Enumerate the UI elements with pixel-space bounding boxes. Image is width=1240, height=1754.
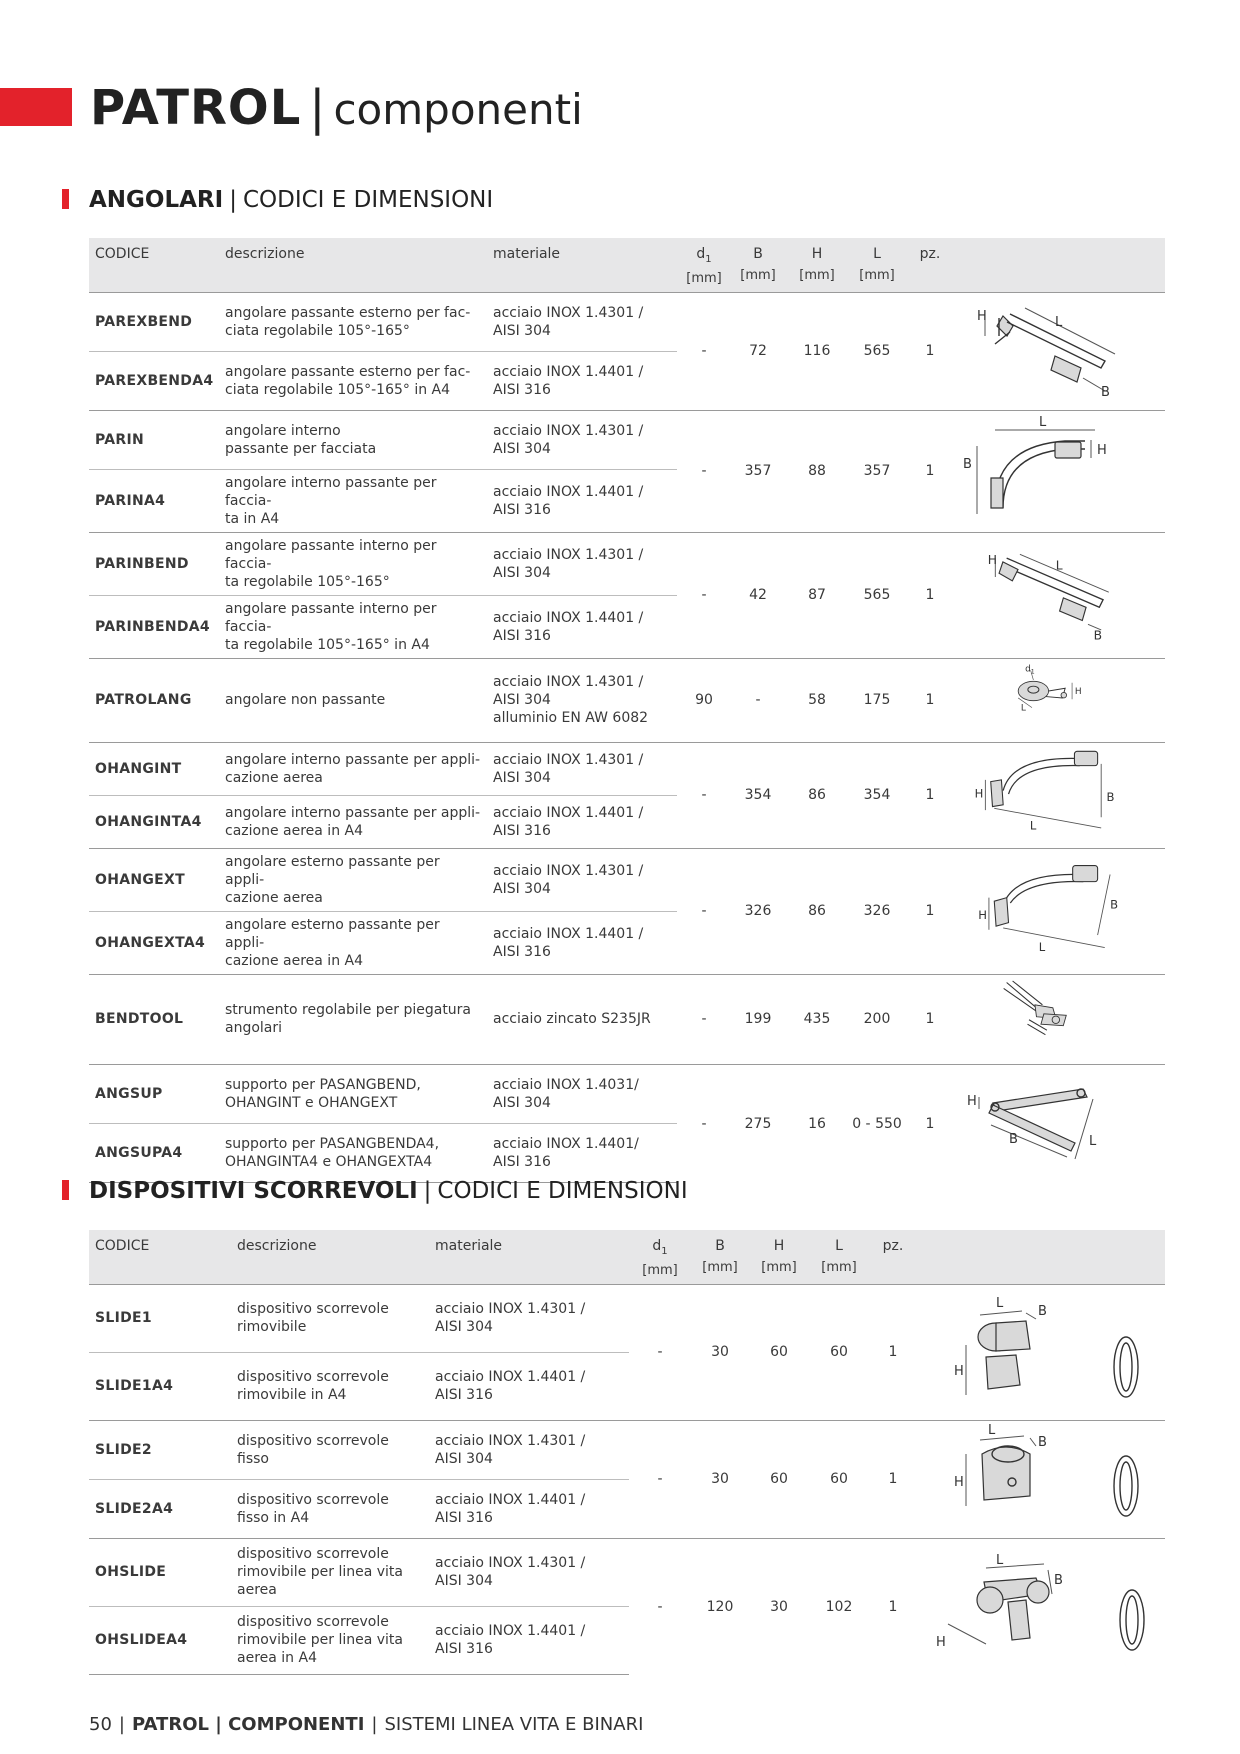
product-code: ANGSUPA4 — [89, 1123, 219, 1182]
product-material: acciaio INOX 1.4401 / AISI 316 — [429, 1606, 629, 1674]
page-title-strong: PATROL — [90, 80, 302, 136]
product-drawing — [955, 974, 1165, 1064]
col-header-b: B [mm] — [740, 246, 776, 283]
angolari-table — [89, 238, 1165, 1183]
page-number: 50 — [89, 1714, 112, 1735]
dimension-label: H — [954, 1364, 964, 1380]
dim-l: 102 — [809, 1538, 869, 1674]
dim-b: 42 — [731, 532, 785, 658]
dim-b: 30 — [691, 1420, 749, 1538]
table-row — [89, 292, 1165, 351]
product-description: angolare passante esterno per fac- ciata regolabile 105°-165° in A4 — [219, 351, 487, 410]
dim-h: 58 — [785, 658, 849, 742]
dim-b: 354 — [731, 742, 785, 848]
product-drawing — [955, 658, 1165, 742]
product-material: acciaio INOX 1.4301 / AISI 304 — [487, 292, 677, 351]
table-row — [89, 1538, 1165, 1606]
fixed-slider-icon — [926, 1424, 1156, 1534]
product-material: acciaio INOX 1.4301 / AISI 304 — [487, 742, 677, 795]
table-header-row — [89, 238, 1165, 292]
dimension-label: H — [1074, 687, 1082, 698]
col-header-l: L [mm] — [821, 1238, 857, 1275]
page-footer: 50 | PATROL | COMPONENTI | SISTEMI LINEA VITA E BINARI — [89, 1714, 644, 1735]
product-description: angolare interno passante per appli- cazione aerea — [219, 742, 487, 795]
dim-h: 16 — [785, 1064, 849, 1182]
dimension-label: H — [987, 553, 997, 568]
product-code: PARIN — [89, 410, 219, 469]
dim-h: 88 — [785, 410, 849, 532]
product-description: dispositivo scorrevole fisso in A4 — [231, 1479, 429, 1538]
dim-pz: 1 — [905, 1064, 955, 1182]
product-code: SLIDE2A4 — [89, 1479, 231, 1538]
product-material: acciaio INOX 1.4401/ AISI 316 — [487, 1123, 677, 1182]
product-description: supporto per PASANGBENDA4, OHANGINTA4 e OHANGEXTA4 — [219, 1123, 487, 1182]
product-material: acciaio INOX 1.4401 / AISI 316 — [487, 795, 677, 848]
col-header-code: CODICE — [95, 246, 150, 262]
col-header-desc: descrizione — [237, 1238, 317, 1254]
product-material: acciaio INOX 1.4301 / AISI 304 — [487, 532, 677, 595]
product-material: acciaio zincato S235JR — [487, 974, 677, 1064]
dimension-label: L — [1038, 940, 1046, 955]
product-material: acciaio INOX 1.4031/ AISI 304 — [487, 1064, 677, 1123]
table-row — [89, 532, 1165, 595]
bending-tool-icon — [955, 978, 1185, 1060]
dim-pz: 1 — [905, 532, 955, 658]
product-material: acciaio INOX 1.4301 / AISI 304 — [429, 1538, 629, 1606]
dimension-label: L — [996, 1297, 1004, 1312]
product-code: PARINBEND — [89, 532, 219, 595]
dim-l: 60 — [809, 1284, 869, 1420]
dim-l: 0 - 550 — [849, 1064, 905, 1182]
overhead-internal-angle-icon — [955, 746, 1185, 844]
dimension-label: B — [1054, 1572, 1063, 1588]
dimension-label: L — [1020, 703, 1026, 714]
page-title-separator: | — [309, 80, 326, 136]
product-description: angolare esterno passante per appli- cazione aerea — [219, 848, 487, 911]
product-drawing — [917, 1538, 1165, 1674]
product-material: acciaio INOX 1.4401 / AISI 316 — [487, 911, 677, 974]
dim-pz: 1 — [869, 1420, 917, 1538]
product-description: angolare esterno passante per appli- cazione aerea in A4 — [219, 911, 487, 974]
dimension-label: B — [1093, 628, 1103, 643]
product-material: acciaio INOX 1.4301 / AISI 304 — [429, 1420, 629, 1479]
product-description: angolare non passante — [219, 658, 487, 742]
product-material: acciaio INOX 1.4401 / AISI 316 — [429, 1352, 629, 1420]
product-code: PATROLANG — [89, 658, 219, 742]
header-red-bar — [0, 88, 72, 126]
dim-l: 326 — [849, 848, 905, 974]
product-code: OHANGEXT — [89, 848, 219, 911]
dim-l: 200 — [849, 974, 905, 1064]
removable-slider-icon — [926, 1297, 1156, 1407]
col-header-desc: descrizione — [225, 246, 305, 262]
product-description: angolare interno passante per faccia- ta in A4 — [219, 469, 487, 532]
overhead-external-angle-icon — [955, 862, 1185, 960]
product-code: OHSLIDEA4 — [89, 1606, 231, 1674]
product-code: BENDTOOL — [89, 974, 219, 1064]
footer-product: PATROL | COMPONENTI — [131, 1714, 365, 1735]
angle-support-icon — [955, 1069, 1185, 1179]
dim-h: 86 — [785, 848, 849, 974]
dim-d1: 90 — [677, 658, 731, 742]
dim-b: 199 — [731, 974, 785, 1064]
product-material: acciaio INOX 1.4401 / AISI 316 — [429, 1479, 629, 1538]
dimension-label: L — [996, 1552, 1004, 1568]
product-material: acciaio INOX 1.4301 / AISI 304 — [487, 848, 677, 911]
col-header-b: B [mm] — [702, 1238, 738, 1275]
product-drawing — [955, 1064, 1165, 1182]
product-description: angolare passante interno per faccia- ta regolabile 105°-165° — [219, 532, 487, 595]
dimension-label: H — [967, 1093, 977, 1109]
product-drawing — [955, 410, 1165, 532]
dispositivi-table — [89, 1230, 1165, 1675]
col-header-h: H [mm] — [799, 246, 835, 283]
dimension-label: B — [1106, 790, 1115, 805]
dim-h: 30 — [749, 1538, 809, 1674]
pulley-corner-icon — [955, 662, 1185, 738]
dimension-label: B — [963, 457, 972, 473]
product-drawing — [955, 742, 1165, 848]
product-code: SLIDE2 — [89, 1420, 231, 1479]
product-description: angolare passante interno per faccia- ta regolabile 105°-165° in A4 — [219, 595, 487, 658]
col-header-l: L [mm] — [859, 246, 895, 283]
col-header-pz: pz. — [882, 1238, 904, 1254]
product-code: OHANGEXTA4 — [89, 911, 219, 974]
dim-h: 435 — [785, 974, 849, 1064]
product-material: acciaio INOX 1.4401 / AISI 316 — [487, 351, 677, 410]
dim-d1: - — [677, 848, 731, 974]
dimension-label: B — [1110, 897, 1119, 912]
col-header-d1: $d_1$ [mm] — [686, 246, 722, 286]
table-row — [89, 658, 1165, 742]
dim-d1: - — [677, 742, 731, 848]
dimension-label: H — [977, 309, 987, 325]
dim-d1: - — [629, 1538, 691, 1674]
col-header-mat: materiale — [435, 1238, 503, 1254]
product-code: SLIDE1A4 — [89, 1352, 231, 1420]
dimension-label: H — [978, 908, 987, 923]
product-material: acciaio INOX 1.4401 / AISI 316 — [487, 595, 677, 658]
product-description: supporto per PASANGBEND, OHANGINT e OHANGEXT — [219, 1064, 487, 1123]
product-code: ANGSUP — [89, 1064, 219, 1123]
dim-pz: 1 — [869, 1284, 917, 1420]
col-header-pz: pz. — [919, 246, 941, 262]
dim-pz: 1 — [905, 410, 955, 532]
page-title — [90, 80, 583, 138]
dim-d1: - — [677, 1064, 731, 1182]
dimension-label: B — [1038, 1435, 1047, 1451]
angle-bracket-external-icon — [955, 296, 1185, 406]
product-code: OHANGINT — [89, 742, 219, 795]
col-header-mat: materiale — [493, 246, 561, 262]
product-drawing — [917, 1420, 1165, 1538]
dim-l: 357 — [849, 410, 905, 532]
dim-h: 116 — [785, 292, 849, 410]
dimension-label: L — [1029, 819, 1037, 834]
dim-b: 275 — [731, 1064, 785, 1182]
dim-pz: 1 — [905, 292, 955, 410]
col-header-d1: $d_1$ [mm] — [642, 1238, 678, 1278]
overhead-slider-icon — [926, 1552, 1156, 1662]
section-title-strong: DISPOSITIVI SCORREVOLI — [89, 1178, 418, 1204]
table-header-row — [89, 1230, 1165, 1284]
section-marker — [62, 189, 69, 209]
dim-h: 87 — [785, 532, 849, 658]
table-row — [89, 742, 1165, 795]
dim-l: 60 — [809, 1420, 869, 1538]
section-marker — [62, 1180, 69, 1200]
col-header-image — [917, 1230, 1165, 1284]
product-description: angolare interno passante per appli- cazione aerea in A4 — [219, 795, 487, 848]
curved-internal-angle-icon — [955, 416, 1185, 526]
dim-b: 120 — [691, 1538, 749, 1674]
dim-d1: - — [677, 532, 731, 658]
section-title-light: CODICI E DIMENSIONI — [437, 1178, 688, 1204]
product-code: OHSLIDE — [89, 1538, 231, 1606]
product-code: PARINA4 — [89, 469, 219, 532]
dim-pz: 1 — [905, 742, 955, 848]
dim-b: - — [731, 658, 785, 742]
page-title-light: componenti — [333, 85, 583, 134]
product-description: dispositivo scorrevole rimovibile per linea vita aerea in A4 — [231, 1606, 429, 1674]
dim-d1: - — [677, 974, 731, 1064]
dim-pz: 1 — [905, 974, 955, 1064]
product-description: strumento regolabile per piegatura angolari — [219, 974, 487, 1064]
dim-pz: 1 — [905, 848, 955, 974]
dimension-label: L — [1039, 416, 1047, 431]
dimension-label: B — [1101, 385, 1110, 401]
dim-b: 30 — [691, 1284, 749, 1420]
product-drawing — [955, 292, 1165, 410]
product-material: acciaio INOX 1.4301 / AISI 304 — [429, 1284, 629, 1352]
product-description: dispositivo scorrevole rimovibile per linea vita aerea — [231, 1538, 429, 1606]
dim-h: 60 — [749, 1284, 809, 1420]
col-header-code: CODICE — [95, 1238, 150, 1254]
section-title-light: CODICI E DIMENSIONI — [242, 187, 494, 213]
dim-h: 60 — [749, 1420, 809, 1538]
product-code: PAREXBEND — [89, 292, 219, 351]
product-drawing — [955, 848, 1165, 974]
product-material: acciaio INOX 1.4301 / AISI 304 alluminio EN AW 6082 — [487, 658, 677, 742]
dim-l: 565 — [849, 532, 905, 658]
section-title-separator: | — [423, 1178, 432, 1204]
product-code: PAREXBENDA4 — [89, 351, 219, 410]
dim-b: 357 — [731, 410, 785, 532]
dim-d1: - — [677, 410, 731, 532]
product-material: acciaio INOX 1.4401 / AISI 316 — [487, 469, 677, 532]
dimension-label: L — [1089, 1133, 1097, 1149]
dimension-label: L — [1055, 315, 1063, 331]
col-header-image — [955, 238, 1165, 292]
dimension-label: B — [1038, 1304, 1047, 1320]
product-material: acciaio INOX 1.4301 / AISI 304 — [487, 410, 677, 469]
dim-l: 354 — [849, 742, 905, 848]
table-row — [89, 1420, 1165, 1479]
product-drawing — [955, 532, 1165, 658]
angle-bracket-internal-icon — [955, 543, 1185, 647]
dimension-label: H — [974, 786, 984, 801]
table-row — [89, 1064, 1165, 1123]
product-description: dispositivo scorrevole fisso — [231, 1420, 429, 1479]
section-title-angolari — [62, 187, 493, 213]
dim-l: 565 — [849, 292, 905, 410]
dim-b: 326 — [731, 848, 785, 974]
dim-pz: 1 — [905, 658, 955, 742]
product-code: PARINBENDA4 — [89, 595, 219, 658]
section-title-strong: ANGOLARI — [89, 187, 224, 213]
footer-catalog: SISTEMI LINEA VITA E BINARI — [384, 1714, 644, 1735]
dim-pz: 1 — [869, 1538, 917, 1674]
dim-l: 175 — [849, 658, 905, 742]
dimension-label: H — [1097, 443, 1107, 459]
table-row — [89, 410, 1165, 469]
dim-h: 86 — [785, 742, 849, 848]
dim-b: 72 — [731, 292, 785, 410]
dimension-label: H — [936, 1634, 946, 1650]
dimension-label: B — [1009, 1131, 1018, 1147]
dim-d1: - — [677, 292, 731, 410]
product-code: OHANGINTA4 — [89, 795, 219, 848]
dimension-label: $d_1$ — [1025, 664, 1035, 677]
product-description: dispositivo scorrevole rimovibile — [231, 1284, 429, 1352]
product-drawing — [917, 1284, 1165, 1420]
product-description: dispositivo scorrevole rimovibile in A4 — [231, 1352, 429, 1420]
dimension-label: H — [954, 1475, 964, 1491]
section-title-dispositivi — [62, 1178, 688, 1204]
section-title-separator: | — [229, 187, 237, 213]
product-description: angolare interno passante per facciata — [219, 410, 487, 469]
dim-d1: - — [629, 1420, 691, 1538]
dim-d1: - — [629, 1284, 691, 1420]
table-row — [89, 848, 1165, 911]
product-code: SLIDE1 — [89, 1284, 231, 1352]
dimension-label: L — [988, 1424, 996, 1439]
table-row — [89, 1284, 1165, 1352]
dimension-label: L — [1055, 558, 1063, 573]
col-header-h: H [mm] — [761, 1238, 797, 1275]
table-row — [89, 974, 1165, 1064]
product-description: angolare passante esterno per fac- ciata regolabile 105°-165° — [219, 292, 487, 351]
